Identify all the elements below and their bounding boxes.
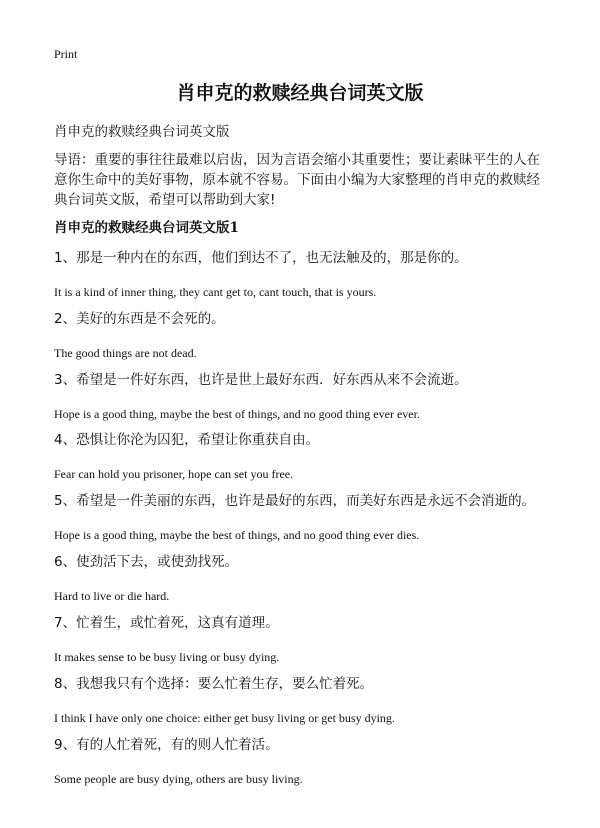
quote-item: [54, 613, 554, 665]
intro-paragraph: 导语：重要的事往往最难以启齿，因为言语会缩小其重要性；要让素昧平生的人在意你生命中的美好事物，原本就不容易。下面由小编为大家整理的肖申克的救赎经典台词英文版，希望可以帮助到大家!: [54, 152, 540, 208]
document-title: 肖申克的救赎经典台词英文版: [176, 82, 424, 104]
quote-chinese: 6、使劲活下去，或使劲找死。: [54, 554, 239, 570]
quote-english: Fear can hold you prisoner, hope can set you free.: [54, 467, 294, 481]
quote-item: [54, 309, 554, 361]
quote-item: [54, 248, 554, 300]
quote-item: [54, 430, 554, 482]
quote-chinese: 8、我想我只有个选择：要么忙着生存，要么忙着死。: [54, 676, 374, 692]
quote-english: I think I have only one choice: either get busy living or get busy dying.: [54, 711, 395, 725]
quote-english: Hope is a good thing, maybe the best of things, and no good thing ever dies.: [54, 528, 420, 542]
quote-chinese: 7、忙着生，或忙着死，这真有道理。: [54, 615, 279, 631]
section-heading: 肖申克的救赎经典台词英文版1: [54, 220, 239, 236]
quote-chinese: 4、恐惧让你沦为囚犯，希望让你重获自由。: [54, 432, 320, 448]
quote-item: [54, 735, 554, 787]
quote-english: It is a kind of inner thing, they cant get to, cant touch, that is yours.: [54, 285, 377, 299]
document-subtitle: 肖申克的救赎经典台词英文版: [54, 124, 230, 140]
quote-chinese: 2、美好的东西是不会死的。: [54, 311, 225, 327]
quote-item: [54, 370, 554, 422]
quote-chinese: 3、希望是一件好东西，也许是世上最好东西．好东西从来不会流逝。: [54, 372, 468, 388]
quote-item: [54, 552, 554, 604]
quote-chinese: 9、有的人忙着死，有的则人忙着活。: [54, 737, 279, 753]
quote-english: Hope is a good thing, maybe the best of things, and no good thing ever ever.: [54, 407, 420, 421]
quote-chinese: 5、希望是一件美丽的东西，也许是最好的东西，而美好东西是永远不会消逝的。: [54, 493, 536, 509]
quote-english: Some people are busy dying, others are busy living.: [54, 772, 303, 786]
quote-english: It makes sense to be busy living or busy dying.: [54, 650, 280, 664]
quote-item: [54, 491, 554, 543]
quote-english: Hard to live or die hard.: [54, 589, 170, 603]
quote-item: [54, 674, 554, 726]
quote-chinese: 1、那是一种内在的东西，他们到达不了，也无法触及的，那是你的。: [54, 250, 468, 266]
print-label: Print: [54, 47, 78, 61]
quote-english: The good things are not dead.: [54, 346, 197, 360]
